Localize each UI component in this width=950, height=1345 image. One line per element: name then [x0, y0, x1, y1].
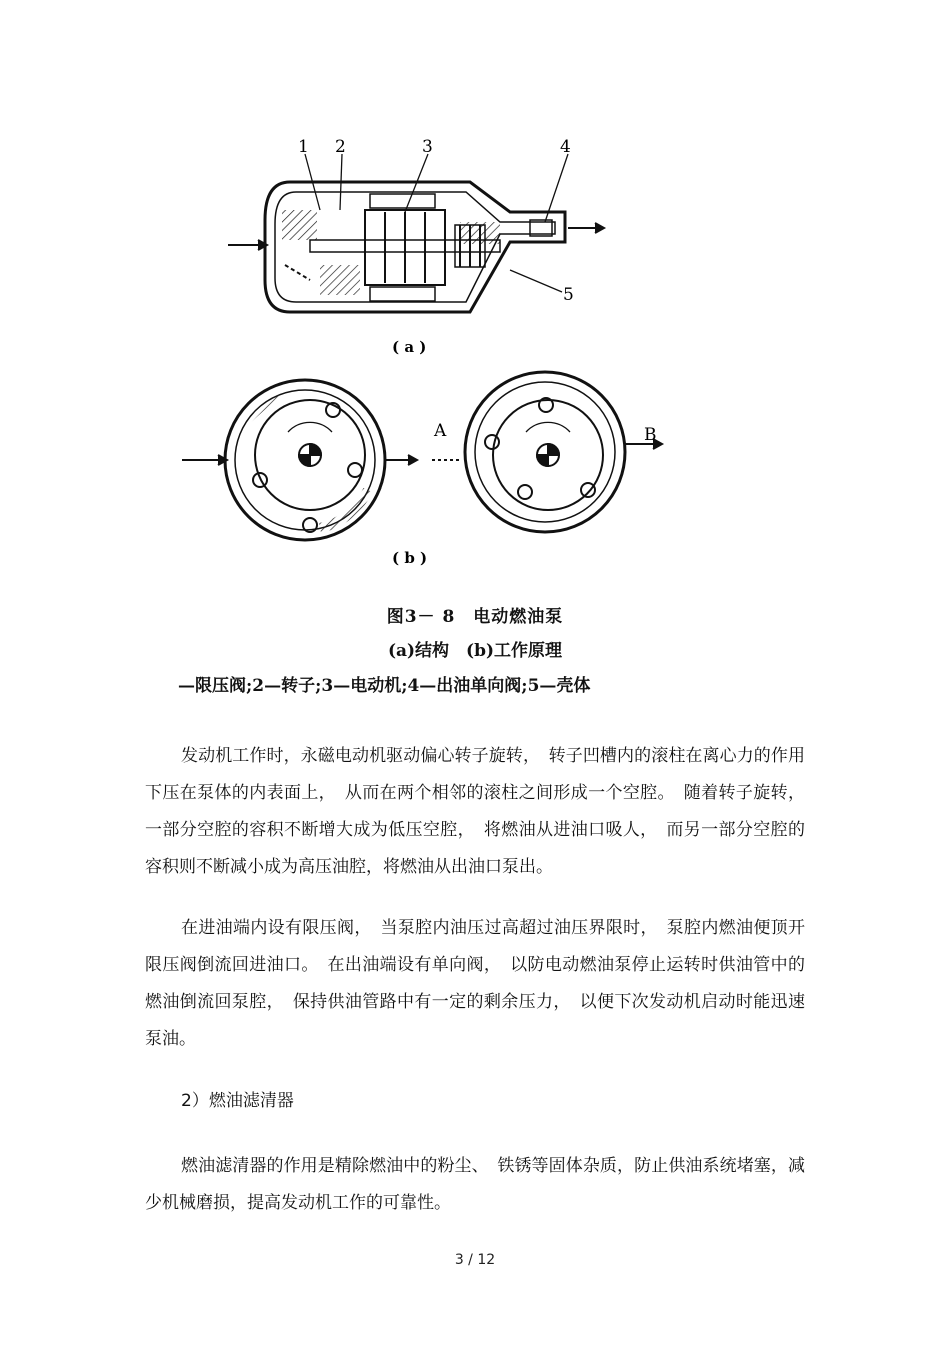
section-heading-fuel-filter: 2）燃油滤清器: [181, 1091, 294, 1111]
paragraph-pump-operation: 发动机工作时，永磁电动机驱动偏心转子旋转， 转子凹槽内的滚柱在离心力的作用下压在泵体的内表面上， 从而在两个相邻的滚柱之间形成一个空腔。 随着转子旋转，一部分空腔的容积不断增大成为低压空腔， 将燃油从进油口吸人， 而另一部分空腔的容积则不断减小成为高压油腔，将燃油从出油口泵出。: [145, 746, 805, 877]
principle-left: [182, 380, 417, 540]
figure-caption-legend: —限压阀;2—转子;3—电动机;4—出油单向阀;5—壳体: [178, 676, 591, 696]
port-label-a: A: [434, 421, 447, 441]
port-label-b: B: [644, 425, 657, 445]
part-label-3: 3: [422, 137, 433, 157]
paragraph-fuel-filter: 燃油滤清器的作用是精除燃油中的粉尘、 铁锈等固体杂质，防止供油系统堵塞，减少机械磨损，提高发动机工作的可靠性。: [145, 1156, 805, 1213]
part-label-4: 4: [560, 137, 571, 157]
structure-drawing: [228, 154, 604, 312]
sub-label-a: ( a ): [392, 338, 427, 356]
figure-caption-title: 图3－ 8 电动燃油泵: [386, 607, 564, 627]
fuel-pump-diagram: [170, 130, 690, 580]
principle-right: [432, 372, 662, 532]
part-label-5: 5: [563, 285, 574, 305]
part-label-2: 2: [335, 137, 346, 157]
sub-label-b: ( b ): [392, 549, 428, 567]
fuel-pump-figure: [170, 130, 690, 580]
paragraph-valves: 在进油端内设有限压阀， 当泵腔内油压过高超过油压界限时， 泵腔内燃油便顶开限压阀倒流回进油口。 在出油端设有单向阀， 以防电动燃油泵停止运转时供油管中的燃油倒流回泵腔， 保持供油管路中有一定的剩余压力， 以便下次发动机启动时能迅速泵油。: [145, 918, 805, 1049]
figure-caption-sub: (a)结构 (b)工作原理: [387, 641, 563, 661]
page-number: 3 / 12: [454, 1252, 496, 1268]
part-label-1: 1: [298, 137, 309, 157]
